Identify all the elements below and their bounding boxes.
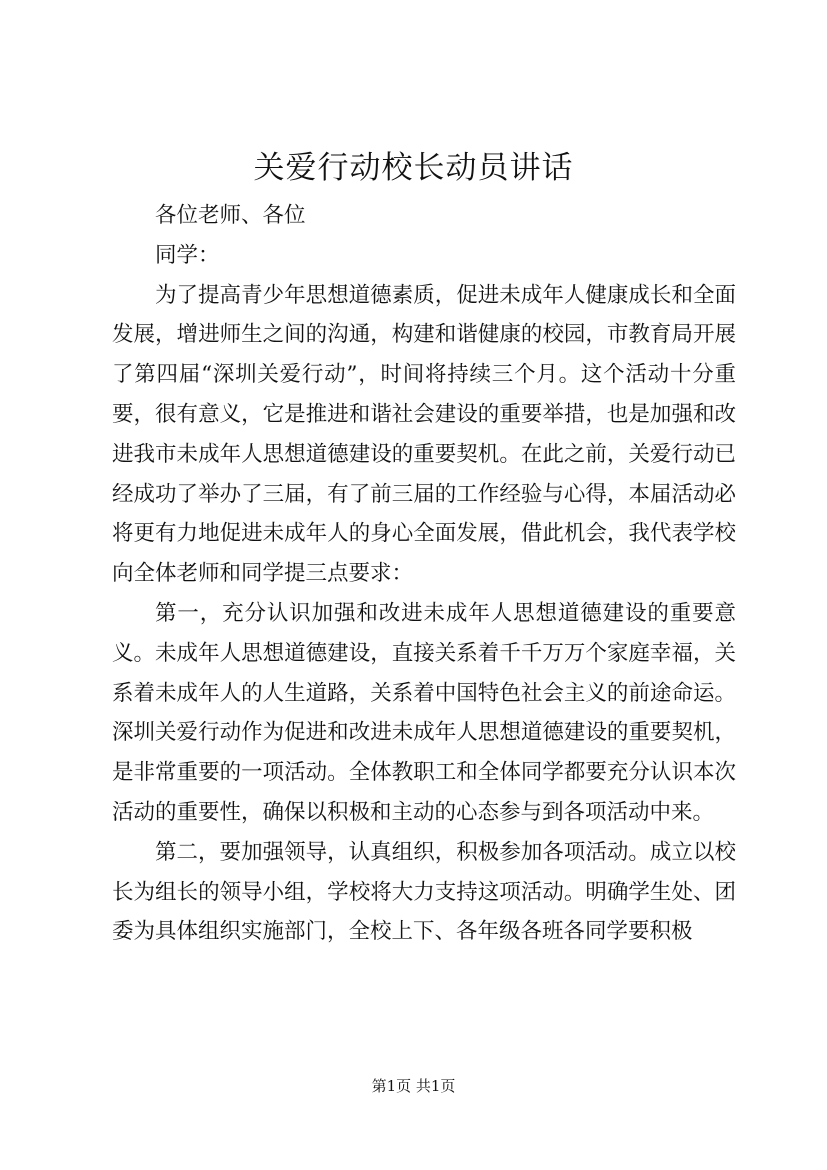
paragraph-intro: 为了提高青少年思想道德素质，促进未成年人健康成长和全面发展，增进师生之间的沟通，构建和谐健康的校园，市教育局开展了第四届“深圳关爱行动”，时间将持续三个月。这个活动十分重要，很有意义，它是推进和谐社会建设的重要举措，也是加强和改进我市未成年人思想道德建设的重要契机。在此之前，关爱行动已经成功了举办了三届，有了前三届的工作经验与心得，本届活动必将更有力地促进未成年人的身心全面发展，借此机会，我代表学校向全体老师和同学提三点要求： (112, 282, 736, 587)
paragraph-point-two: 第二，要加强领导，认真组织，积极参加各项活动。成立以校长为组长的领导小组，学校将大力支持这项活动。明确学生处、团委为具体组织实施部门，全校上下、各年级各班各同学要积极 (112, 839, 736, 945)
paragraph-point-one: 第一，充分认识加强和改进未成年人思想道德建设的重要意义。未成年人思想道德建设，直接关系着千千万万个家庭幸福，关系着未成年人的人生道路，关系着中国特色社会主义的前途命运。深圳关爱行动作为促进和改进未成年人思想道德建设的重要契机，是非常重要的一项活动。全体教职工和全体同学都要充分认识本次活动的重要性，确保以积极和主动的心态参与到各项活动中来。 (112, 600, 736, 825)
document-body (112, 196, 736, 952)
page-footer: 第1页 共1页 (371, 1077, 456, 1095)
document-title: 关爱行动校长动员讲话 (253, 150, 574, 186)
salutation-line-1: 各位老师、各位 (155, 203, 306, 228)
salutation-line-2: 同学： (155, 242, 220, 268)
